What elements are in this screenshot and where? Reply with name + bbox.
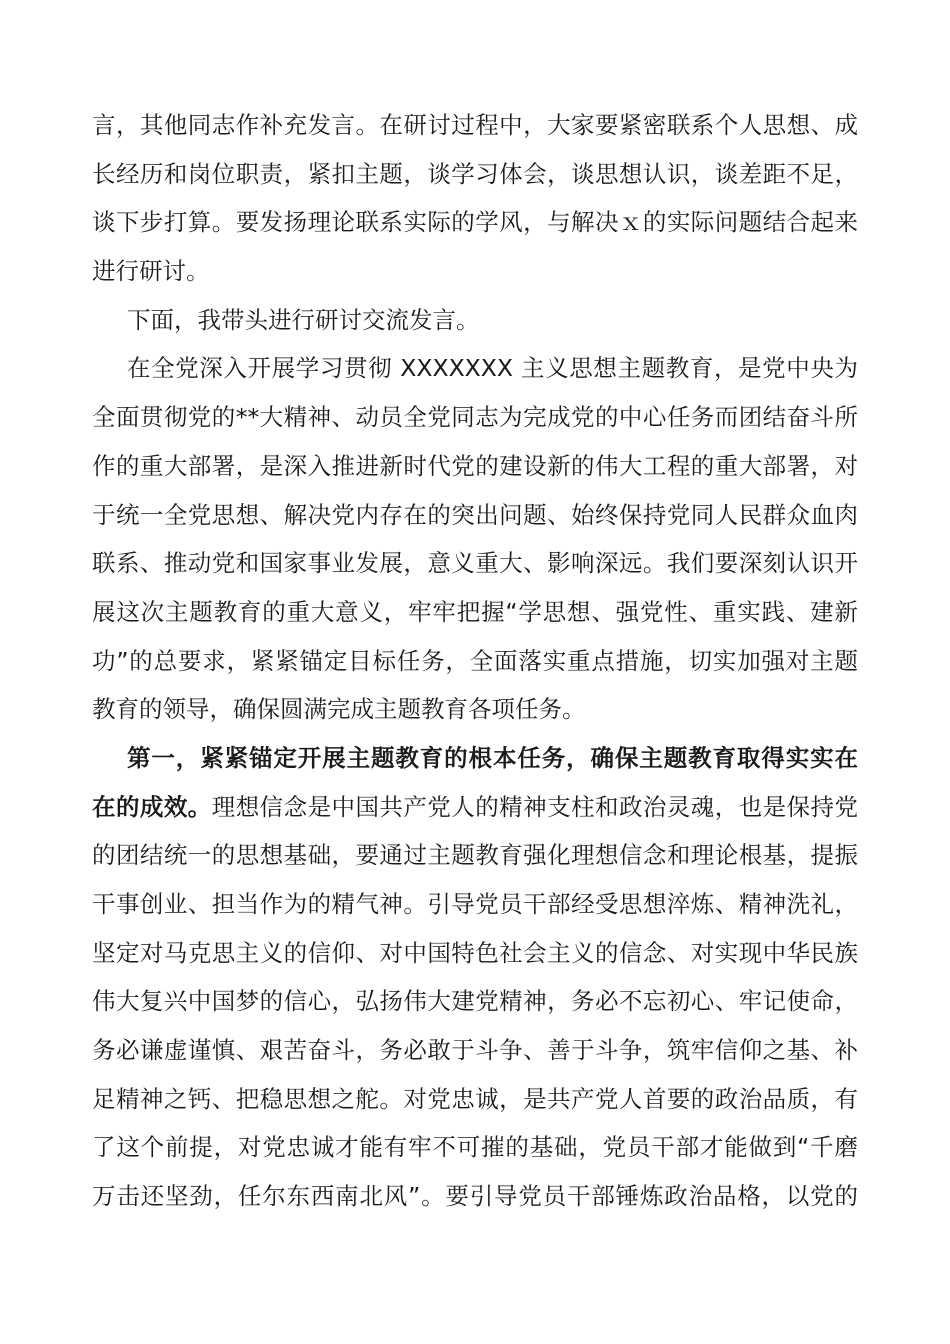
text-line: 足精神之钙、把稳思想之舵。对党忠诚，是共产党人首要的政治品质，有	[92, 1084, 858, 1113]
text-line: 长经历和岗位职责，紧扣主题，谈学习体会，谈思想认识，谈差距不足，	[92, 159, 858, 188]
text-line: 全面贯彻党的**大精神、动员全党同志为完成党的中心任务而团结奋斗所	[92, 403, 858, 432]
text-line: 万击还坚劲，任尔东西南北风”。要引导党员干部锤炼政治品格，以党的	[92, 1182, 858, 1211]
text-line: 的团结统一的思想基础，要通过主题教育强化理想信念和理论根基，提振	[92, 841, 858, 870]
text-line: 务必谦虚谨慎、艰苦奋斗，务必敢于斗争、善于斗争，筑牢信仰之基、补	[92, 1036, 858, 1065]
text-line: 坚定对马克思主义的信仰、对中国特色社会主义的信念、对实现中华民族	[92, 938, 858, 967]
text-line: 联系、推动党和国家事业发展，意义重大、影响深远。我们要深刻认识开	[92, 549, 858, 578]
text-line: 言，其他同志作补充发言。在研讨过程中，大家要紧密联系个人思想、成	[92, 111, 858, 139]
document-body	[92, 101, 858, 1221]
text-line: 谈下步打算。要发扬理论联系实际的学风，与解决ｘ的实际问题结合起来	[92, 208, 858, 237]
text-line: 伟大复兴中国梦的信心，弘扬伟大建党精神，务必不忘初心、牢记使命，	[92, 987, 858, 1016]
text-line: 于统一全党思想、解决党内存在的突出问题、始终保持党同人民群众血肉	[92, 500, 858, 529]
text-line	[92, 783, 858, 832]
text-line: 展这次主题教育的重大意义，牢牢把握“学思想、强党性、重实践、建新	[92, 597, 858, 626]
text-line: 教育的领导，确保圆满完成主题教育各项任务。	[92, 695, 586, 724]
text-line: 干事创业、担当作为的精气神。引导党员干部经受思想淬炼、精神洗礼，	[92, 890, 858, 918]
text-line: 进行研讨。	[92, 257, 210, 286]
section-heading-end: 在的成效。	[92, 792, 212, 821]
text-line: 在全党深入开展学习贯彻 XXXXXXX 主义思想主题教育，是党中央为	[127, 354, 858, 383]
text-line: 了这个前提，对党忠诚才能有牢不可摧的基础，党员干部才能做到“千磨	[92, 1133, 858, 1162]
text-line: 功”的总要求，紧紧锚定目标任务，全面落实重点措施，切实加强对主题	[92, 646, 858, 675]
text-line: 下面，我带头进行研讨交流发言。	[127, 305, 480, 334]
text-line: 作的重大部署，是深入推进新时代党的建设新的伟大工程的重大部署，对	[92, 451, 858, 480]
text-line-rest: 理想信念是中国共产党人的精神支柱和政治灵魂，也是保持党	[211, 792, 859, 821]
section-heading-line: 第一，紧紧锚定开展主题教育的根本任务，确保主题教育取得实实在	[127, 743, 858, 772]
